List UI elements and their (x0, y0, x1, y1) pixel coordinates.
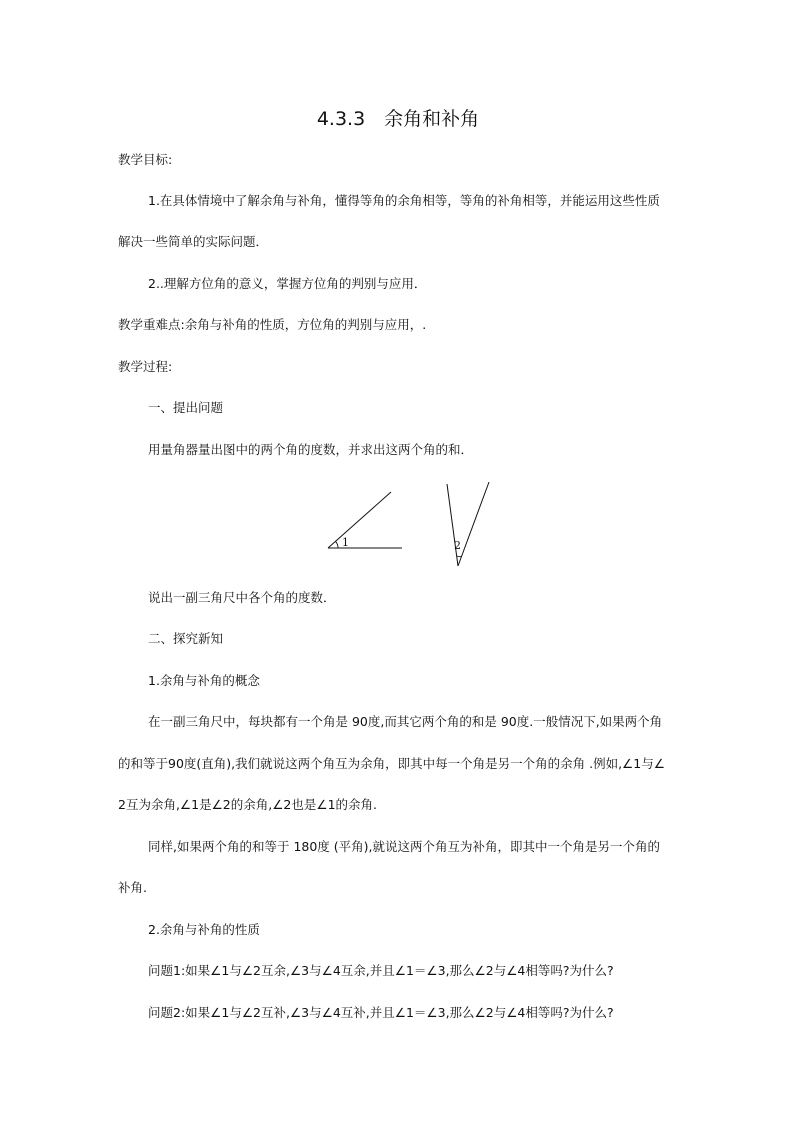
angle-1-figure (328, 492, 402, 549)
goal-2: 2..理解方位角的意义，掌握方位角的判别与应用． (148, 276, 427, 291)
page-title: 4.3.3 余角和补角 (316, 108, 480, 130)
section-heading-1: 一、提出问题 (148, 400, 224, 415)
goals-heading: 教学目标: (118, 152, 173, 167)
angle-1-label: 1 (342, 536, 349, 549)
paragraph-1-line-1: 在一副三角尺中，每块都有一个角是 90度,而其它两个角的和是 90度.一般情况下,如果两个角 (148, 714, 663, 729)
angle-2-label: 2 (454, 539, 461, 552)
paragraph-2-line-1: 同样,如果两个角的和等于 180度 (平角),就说这两个角互为补角，即其中一个角是另一个角的 (148, 839, 661, 854)
task-2: 说出一副三角尺中各个角的度数． (148, 590, 336, 605)
subheading-2: 2.余角与补角的性质 (148, 922, 260, 937)
angle-1-slanted-ray (328, 492, 391, 548)
process-heading: 教学过程: (118, 359, 173, 374)
angle-2-arc (457, 556, 462, 557)
paragraph-1-line-2: 的和等于90度(直角),我们就说这两个角互为余角，即其中每一个角是另一个角的余角 .例如,∠1与∠ (118, 756, 665, 771)
angle-2-figure (447, 482, 489, 566)
angle-2-right-ray (458, 482, 489, 566)
subheading-1: 1.余角与补角的概念 (148, 673, 260, 688)
question-1: 问题1:如果∠1与∠2互余,∠3与∠4互余,并且∠1＝∠3,那么∠2与∠4相等吗?为什么? (148, 963, 614, 978)
goal-1-line-1: 1.在具体情境中了解余角与补角，懂得等角的余角相等，等角的补角相等，并能运用这些性质 (148, 193, 660, 208)
paragraph-1-line-3: 2互为余角,∠1是∠2的余角,∠2也是∠1的余角. (118, 797, 378, 812)
angle-2-left-ray (447, 484, 458, 566)
angle-figure (320, 478, 500, 570)
task-1: 用量角器量出图中的两个角的度数，并求出这两个角的和． (148, 442, 474, 457)
key-points: 教学重难点:余角与补角的性质，方位角的判别与应用，. (118, 317, 427, 332)
paragraph-2-line-2: 补角. (118, 880, 147, 895)
angle-1-arc (336, 541, 339, 548)
section-heading-2: 二、探究新知 (148, 631, 224, 646)
question-2: 问题2:如果∠1与∠2互补,∠3与∠4互补,并且∠1＝∠3,那么∠2与∠4相等吗?为什么? (148, 1005, 614, 1020)
goal-1-line-2: 解决一些简单的实际问题． (118, 234, 269, 249)
